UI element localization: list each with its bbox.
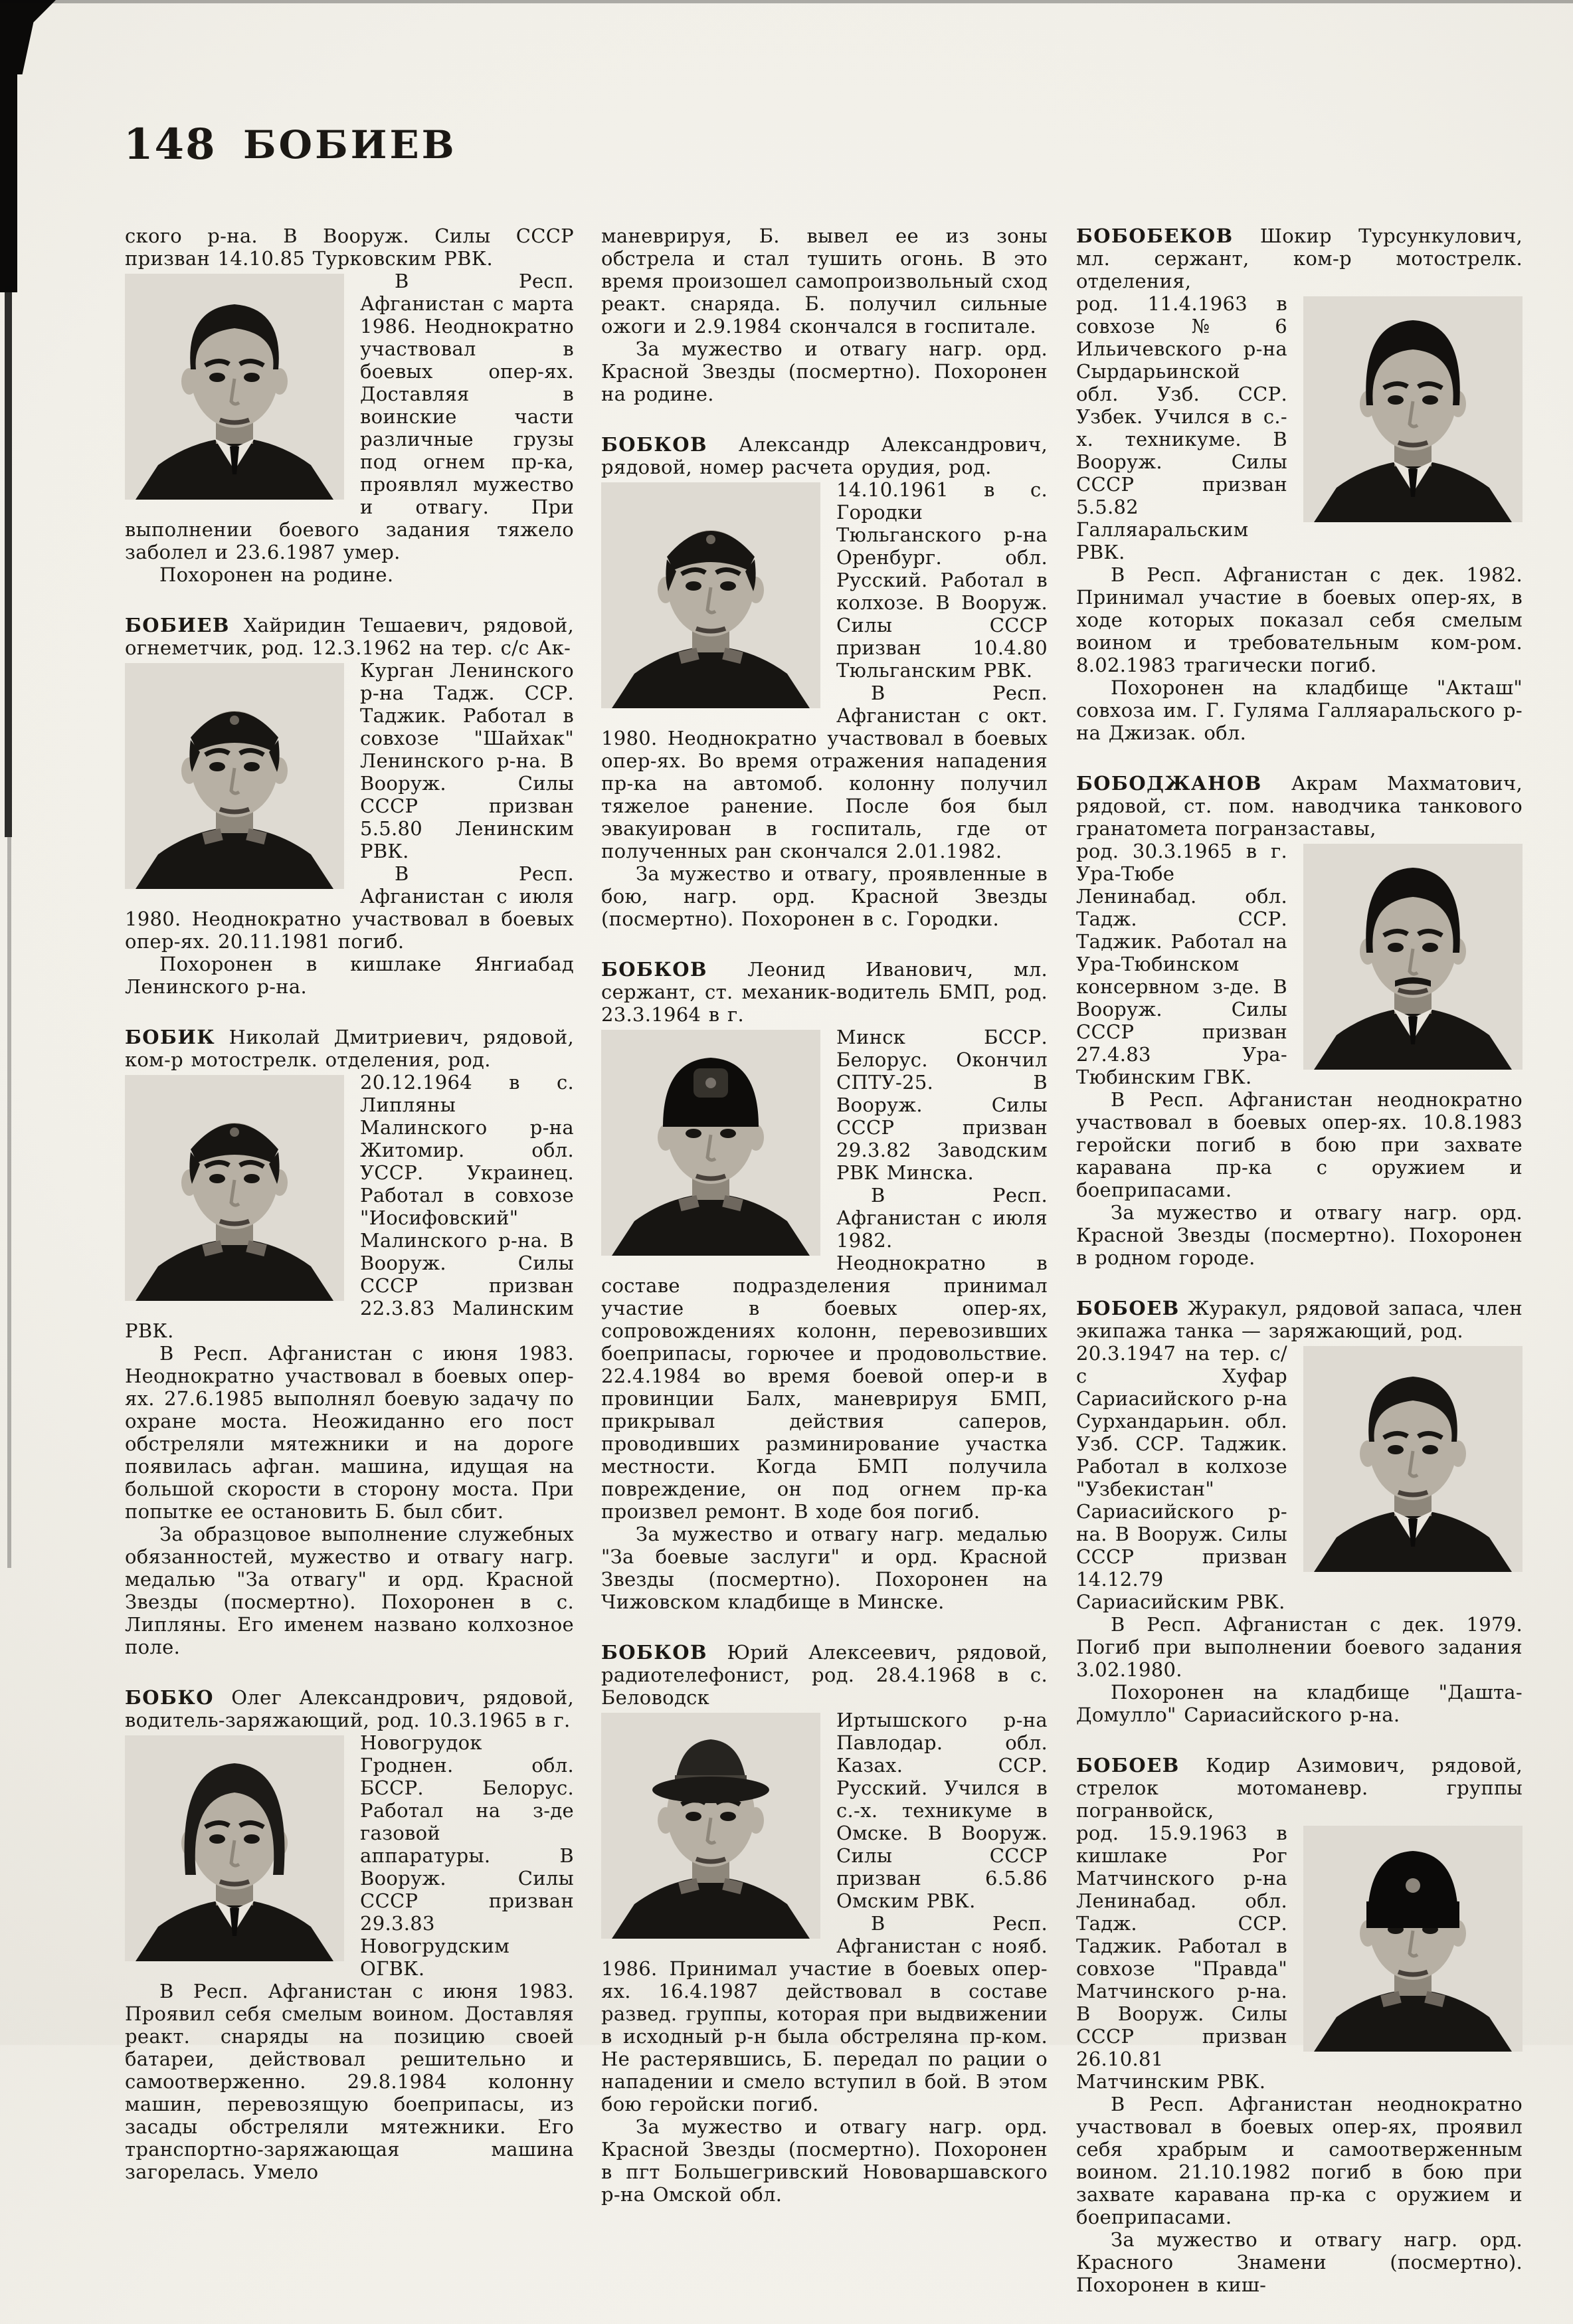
entry-paragraph: За мужество и отвагу нагр. орд. Красного Знамени (посмертно). Похоронен в киш- bbox=[1076, 2228, 1523, 2296]
scan-artifact-top-edge bbox=[0, 0, 1573, 3]
entry-paragraph: Похоронен на родине. bbox=[159, 563, 394, 586]
entry-paragraph: БОБОЕВ Журакул, рядовой запаса, член экипажа танка — заряжающий, род. bbox=[1076, 1297, 1523, 1342]
entry-paragraph: БОБКОВ Александр Александрович, рядовой, номер расчета орудия, род. bbox=[601, 433, 1048, 478]
entry-paragraph: 14.10.1961 в с. Городки Тюльганского р-на Оренбург. обл. Русский. Работал в колхозе. В Вооруж. Силы СССР призван 10.4.80 Тюльганским РВК. bbox=[836, 478, 1048, 682]
entry-paragraph: БОБОДЖАНОВ Акрам Махматович, рядовой, ст. пом. наводчика танкового гранатомета погранзаставы, bbox=[1076, 772, 1523, 840]
entry-paragraph: В Респ. Афганистан с июля 1982. Неоднократно в составе подразделения принимал участие в боевых опер-ях, сопровождениях колонн, перевозивших боеприпасы, горючее и продовольствие. 22.4.1984 во время боевой опер-и в провинции Балх, маневрируя БМП, прикрывал действия саперов, проводивших разминирование участка местности. Когда БМП получила повреждение, он под огнем пр-ка произвел ремонт. В ходе боя погиб. bbox=[601, 1184, 1048, 1523]
memorial-entry bbox=[601, 958, 1048, 1613]
entry-paragraph: В Респ. Афганистан с дек. 1979. Погиб при выполнении боевого задания 3.02.1980. bbox=[1076, 1613, 1523, 1681]
memorial-entry bbox=[601, 433, 1048, 930]
entry-paragraph: В Респ. Афганистан неоднократно участвовал в боевых опер-ях, проявил себя храбрым и самоотверженным воином. 21.10.1982 погиб в бою при захвате каравана пр-ка с оружием и боеприпасами. bbox=[1076, 2093, 1523, 2228]
entry-paragraph: Иртышского р-на Павлодар. обл. Казах. ССР. Русский. Учился в с.-х. техникуме в Омске. В Вооруж. Силы СССР призван 6.5.86 Омским РВК. bbox=[836, 1709, 1048, 1912]
entry-surname: БОБИЕВ bbox=[125, 614, 230, 636]
entry-paragraph: В Респ. Афганистан с июня 1983. Проявил себя смелым воином. Доставляя реакт. снаряды на позицию своей батареи, действовал решительно и самоотверженно. 29.8.1984 колонну машин, перевозящую боеприпасы, из засады обстреляли мятежники. Его транспортно-заряжающая машина загорелась. Умело bbox=[125, 1980, 574, 2183]
portrait-bobkov-leonid bbox=[601, 1030, 820, 1256]
column-left bbox=[125, 225, 574, 2211]
memorial-entry bbox=[1076, 225, 1523, 744]
memorial-entry bbox=[1076, 1297, 1523, 1726]
entry-paragraph: Курган Ленинского р-на Тадж. ССР. Таджик. Работал в совхозе "Шайхак" Ленинского р-на. В Вооруж. Силы СССР призван 5.5.80 Ленинским РВК. bbox=[360, 659, 574, 862]
portrait-bobiev bbox=[125, 663, 344, 889]
entry-paragraph: род. 30.3.1965 в г. Ура-Тюбе Ленинабад. обл. Тадж. ССР. Таджик. Работал на Ура-Тюбинском консервном з-де. В Вооруж. Силы СССР призван 27.4.83 Ура-Тюбинским ГВК. bbox=[1076, 840, 1287, 1088]
entry-paragraph: За мужество и отвагу нагр. орд. Красной Звезды (посмертно). Похоронен в пгт Большегривский Нововаршавского р-на Омской обл. bbox=[601, 2115, 1048, 2206]
memorial-entry bbox=[1076, 1754, 1523, 2296]
entry-paragraph: БОБКО Олег Александрович, рядовой, водитель-заряжающий, род. 10.3.1965 в г. bbox=[125, 1686, 574, 1731]
memorial-entry bbox=[125, 614, 574, 998]
memorial-entry bbox=[125, 1686, 574, 2183]
entry-paragraph: За мужество и отвагу нагр. медалью "За боевые заслуги" и орд. Красной Звезды (посмертно). Похоронен на Чижовском кладбище в Минске. bbox=[601, 1523, 1048, 1613]
entry-paragraph: 20.3.1947 на тер. с/с Хуфар Сариасийского р-на Сурхандарьин. обл. Узб. ССР. Таджик. Работал в колхозе "Узбекистан" Сариасийского р-на. В Вооруж. Силы СССР призван 14.12.79 Сариасийским РВК. bbox=[1076, 1342, 1287, 1613]
entry-paragraph: род. 15.9.1963 в кишлаке Рог Матчинского р-на Ленинабад. обл. Тадж. ССР. Таджик. Работал в совхозе "Правда" Матчинского р-на. В Вооруж. Силы СССР призван 26.10.81 Матчинским РВК. bbox=[1076, 1822, 1287, 2093]
entry-paragraph: В Респ. Афганистан с июля 1980. Неоднократно участвовал в боевых опер-ях. 20.11.1981 погиб. bbox=[125, 862, 574, 953]
entry-paragraph: В Респ. Афганистан с июня 1983. Неоднократно участвовал в боевых опер-ях. 27.6.1985 выполнял боевую задачу по охране моста. Неожиданно его пост обстреляли мятежники и на дороге появилась афган. машина, идущая на большой скорости в сторону моста. При попытке ее остановить Б. был сбит. bbox=[125, 1342, 574, 1523]
scan-artifact-left-bar bbox=[0, 0, 17, 292]
scan-artifact-left-line-faint bbox=[7, 837, 11, 1568]
entry-paragraph: ского р-на. В Вооруж. Силы СССР призван 14.10.85 Турковским РВК. bbox=[125, 225, 574, 270]
entry-surname: БОБКОВ bbox=[601, 958, 707, 981]
entry-paragraph: БОБИЕВ Хайридин Тешаевич, рядовой, огнеметчик, род. 12.3.1962 на тер. с/с Ак- bbox=[125, 614, 574, 659]
portrait-bobodzhanov bbox=[1303, 844, 1523, 1070]
entry-surname: БОБОДЖАНОВ bbox=[1076, 772, 1262, 795]
portrait-bobkov-yuriy bbox=[601, 1713, 820, 1939]
entry-paragraph: В Респ. Афганистан с марта 1986. Неоднократно участвовал в боевых опер-ях. Доставляя в воинские части различные грузы под огнем пр-ка, проявлял мужество и отвагу. При выполнении боевого задания тяжело заболел и 23.6.1987 умер. bbox=[125, 270, 574, 563]
entry-paragraph: За мужество и отвагу, проявленные в бою, нагр. орд. Красной Звезды (посмертно). Похоронен в с. Городки. bbox=[601, 862, 1048, 930]
entry-paragraph: В Респ. Афганистан неоднократно участвовал в боевых опер-ях. 10.8.1983 геройски погиб в бою при захвате каравана пр-ка с оружием и боеприпасами. bbox=[1076, 1088, 1523, 1201]
entry-paragraph: Похоронен на кладбище "Акташ" совхоза им. Г. Гуляма Галляаральского р-на Джизак. обл. bbox=[1076, 676, 1523, 744]
memorial-entry bbox=[1076, 772, 1523, 1269]
entry-paragraph: 20.12.1964 в с. Липляны Малинского р-на Житомир. обл. УССР. Украинец. Работал в совхозе "Иосифовский" Малинского р-на. В Вооруж. Силы СССР призван 22.3.83 Малинским РВК. bbox=[125, 1071, 574, 1342]
column-right bbox=[1076, 225, 1523, 2324]
entry-paragraph: Похоронен на кладбище "Дашта-Домулло" Сариасийского р-на. bbox=[1076, 1681, 1523, 1726]
entry-paragraph: БОБИК Николай Дмитриевич, рядовой, ком-р мотострелк. отделения, род. bbox=[125, 1026, 574, 1071]
memorial-entry bbox=[125, 1026, 574, 1658]
memorial-entry bbox=[125, 225, 574, 586]
entry-surname: БОБКО bbox=[125, 1686, 214, 1709]
entry-surname: БОБКОВ bbox=[601, 1641, 707, 1664]
entry-paragraph: маневрируя, Б. вывел ее из зоны обстрела и стал тушить огонь. В это время произошел самопроизвольный сход реакт. снаряда. Б. получил сильные ожоги и 2.9.1984 скончался в госпитале. bbox=[601, 225, 1048, 338]
entry-surname: БОБОБЕКОВ bbox=[1076, 225, 1234, 247]
entry-surname: БОБКОВ bbox=[601, 433, 707, 456]
memorial-entry bbox=[601, 1641, 1048, 2206]
entry-paragraph: Минск БССР. Белорус. Окончил СПТУ-25. В Вооруж. Силы СССР призван 29.3.82 Заводским РВК Минска. bbox=[836, 1026, 1048, 1184]
entry-paragraph: В Респ. Афганистан с окт. 1980. Неоднократно участвовал в боевых опер-ях. Во время отражения нападения пр-ка на автомоб. колонну получил тяжелое ранение. После боя был эвакуирован в госпиталь, где от полученных ран скончался 2.01.1982. bbox=[601, 682, 1048, 862]
entry-surname: БОБОЕВ bbox=[1076, 1754, 1180, 1777]
portrait-unnamed-soldier bbox=[125, 274, 344, 500]
portrait-bobobekov bbox=[1303, 296, 1523, 522]
entry-surname: БОБИК bbox=[125, 1026, 216, 1048]
entry-paragraph: За мужество и отвагу нагр. орд. Красной Звезды (посмертно). Похоронен в родном городе. bbox=[1076, 1201, 1523, 1269]
memorial-entry bbox=[601, 225, 1048, 405]
entry-paragraph: В Респ. Афганистан с дек. 1982. Принимал участие в боевых опер-ях, в ходе которых показал себя смелым воином и требовательным ком-ром. 8.02.1983 трагически погиб. bbox=[1076, 563, 1523, 676]
portrait-bobko bbox=[125, 1735, 344, 1961]
entry-paragraph: Новогрудок Гроднен. обл. БССР. Белорус. Работал на з-де газовой аппаратуры. В Вооруж. Силы СССР призван 29.3.83 Новогрудским ОГВК. bbox=[360, 1731, 574, 1980]
entry-paragraph: БОБКОВ Юрий Алексеевич, рядовой, радиотелефонист, род. 28.4.1968 в с. Беловодск bbox=[601, 1641, 1048, 1709]
entry-paragraph: род. 11.4.1963 в совхозе № 6 Ильичевского р-на Сырдарьинской обл. Узб. ССР. Узбек. Учился в с.-х. техникуме. В Вооруж. Силы СССР призван 5.5.82 Галляаральским РВК. bbox=[1076, 292, 1287, 563]
portrait-bobkov-aleksandr bbox=[601, 482, 820, 708]
portrait-bobik bbox=[125, 1075, 344, 1301]
entry-paragraph: БОБОБЕКОВ Шокир Турсункулович, мл. сержант, ком-р мотострелк. отделения, bbox=[1076, 225, 1523, 292]
entry-surname: БОБОЕВ bbox=[1076, 1297, 1180, 1319]
entry-paragraph: За мужество и отвагу нагр. орд. Красной Звезды (посмертно). Похоронен на родине. bbox=[601, 338, 1048, 405]
entry-paragraph: БОБКОВ Леонид Иванович, мл. сержант, ст. механик-водитель БМП, род. 23.3.1964 в г. bbox=[601, 958, 1048, 1026]
entry-paragraph: Похоронен в кишлаке Янгиабад Ленинского р-на. bbox=[125, 953, 574, 998]
entry-paragraph: БОБОЕВ Кодир Азимович, рядовой, стрелок мотоманевр. группы погранвойск, bbox=[1076, 1754, 1523, 1822]
portrait-boboev-zhurakul bbox=[1303, 1346, 1523, 1572]
entry-paragraph: За образцовое выполнение служебных обязанностей, мужество и отвагу нагр. медалью "За отвагу" и орд. Красной Звезды (посмертно). Похоронен в с. Липляны. Его именем названо колхозное поле. bbox=[125, 1523, 574, 1658]
running-title: БОБИЕВ bbox=[243, 122, 457, 167]
entry-paragraph: В Респ. Афганистан с нояб. 1986. Принимал участие в боевых опер-ях. 16.4.1987 действовал в составе развед. группы, которая при выдвижении в исходный р-н была обстреляна пр-ком. Не растерявшись, Б. передал по рации о нападении и смело вступил в бой. В этом бою геройски погиб. bbox=[601, 1912, 1048, 2115]
page-number: 148 bbox=[124, 120, 217, 169]
portrait-boboev-kodir bbox=[1303, 1826, 1523, 2052]
scan-artifact-left-line bbox=[5, 286, 12, 837]
column-center bbox=[601, 225, 1048, 2234]
